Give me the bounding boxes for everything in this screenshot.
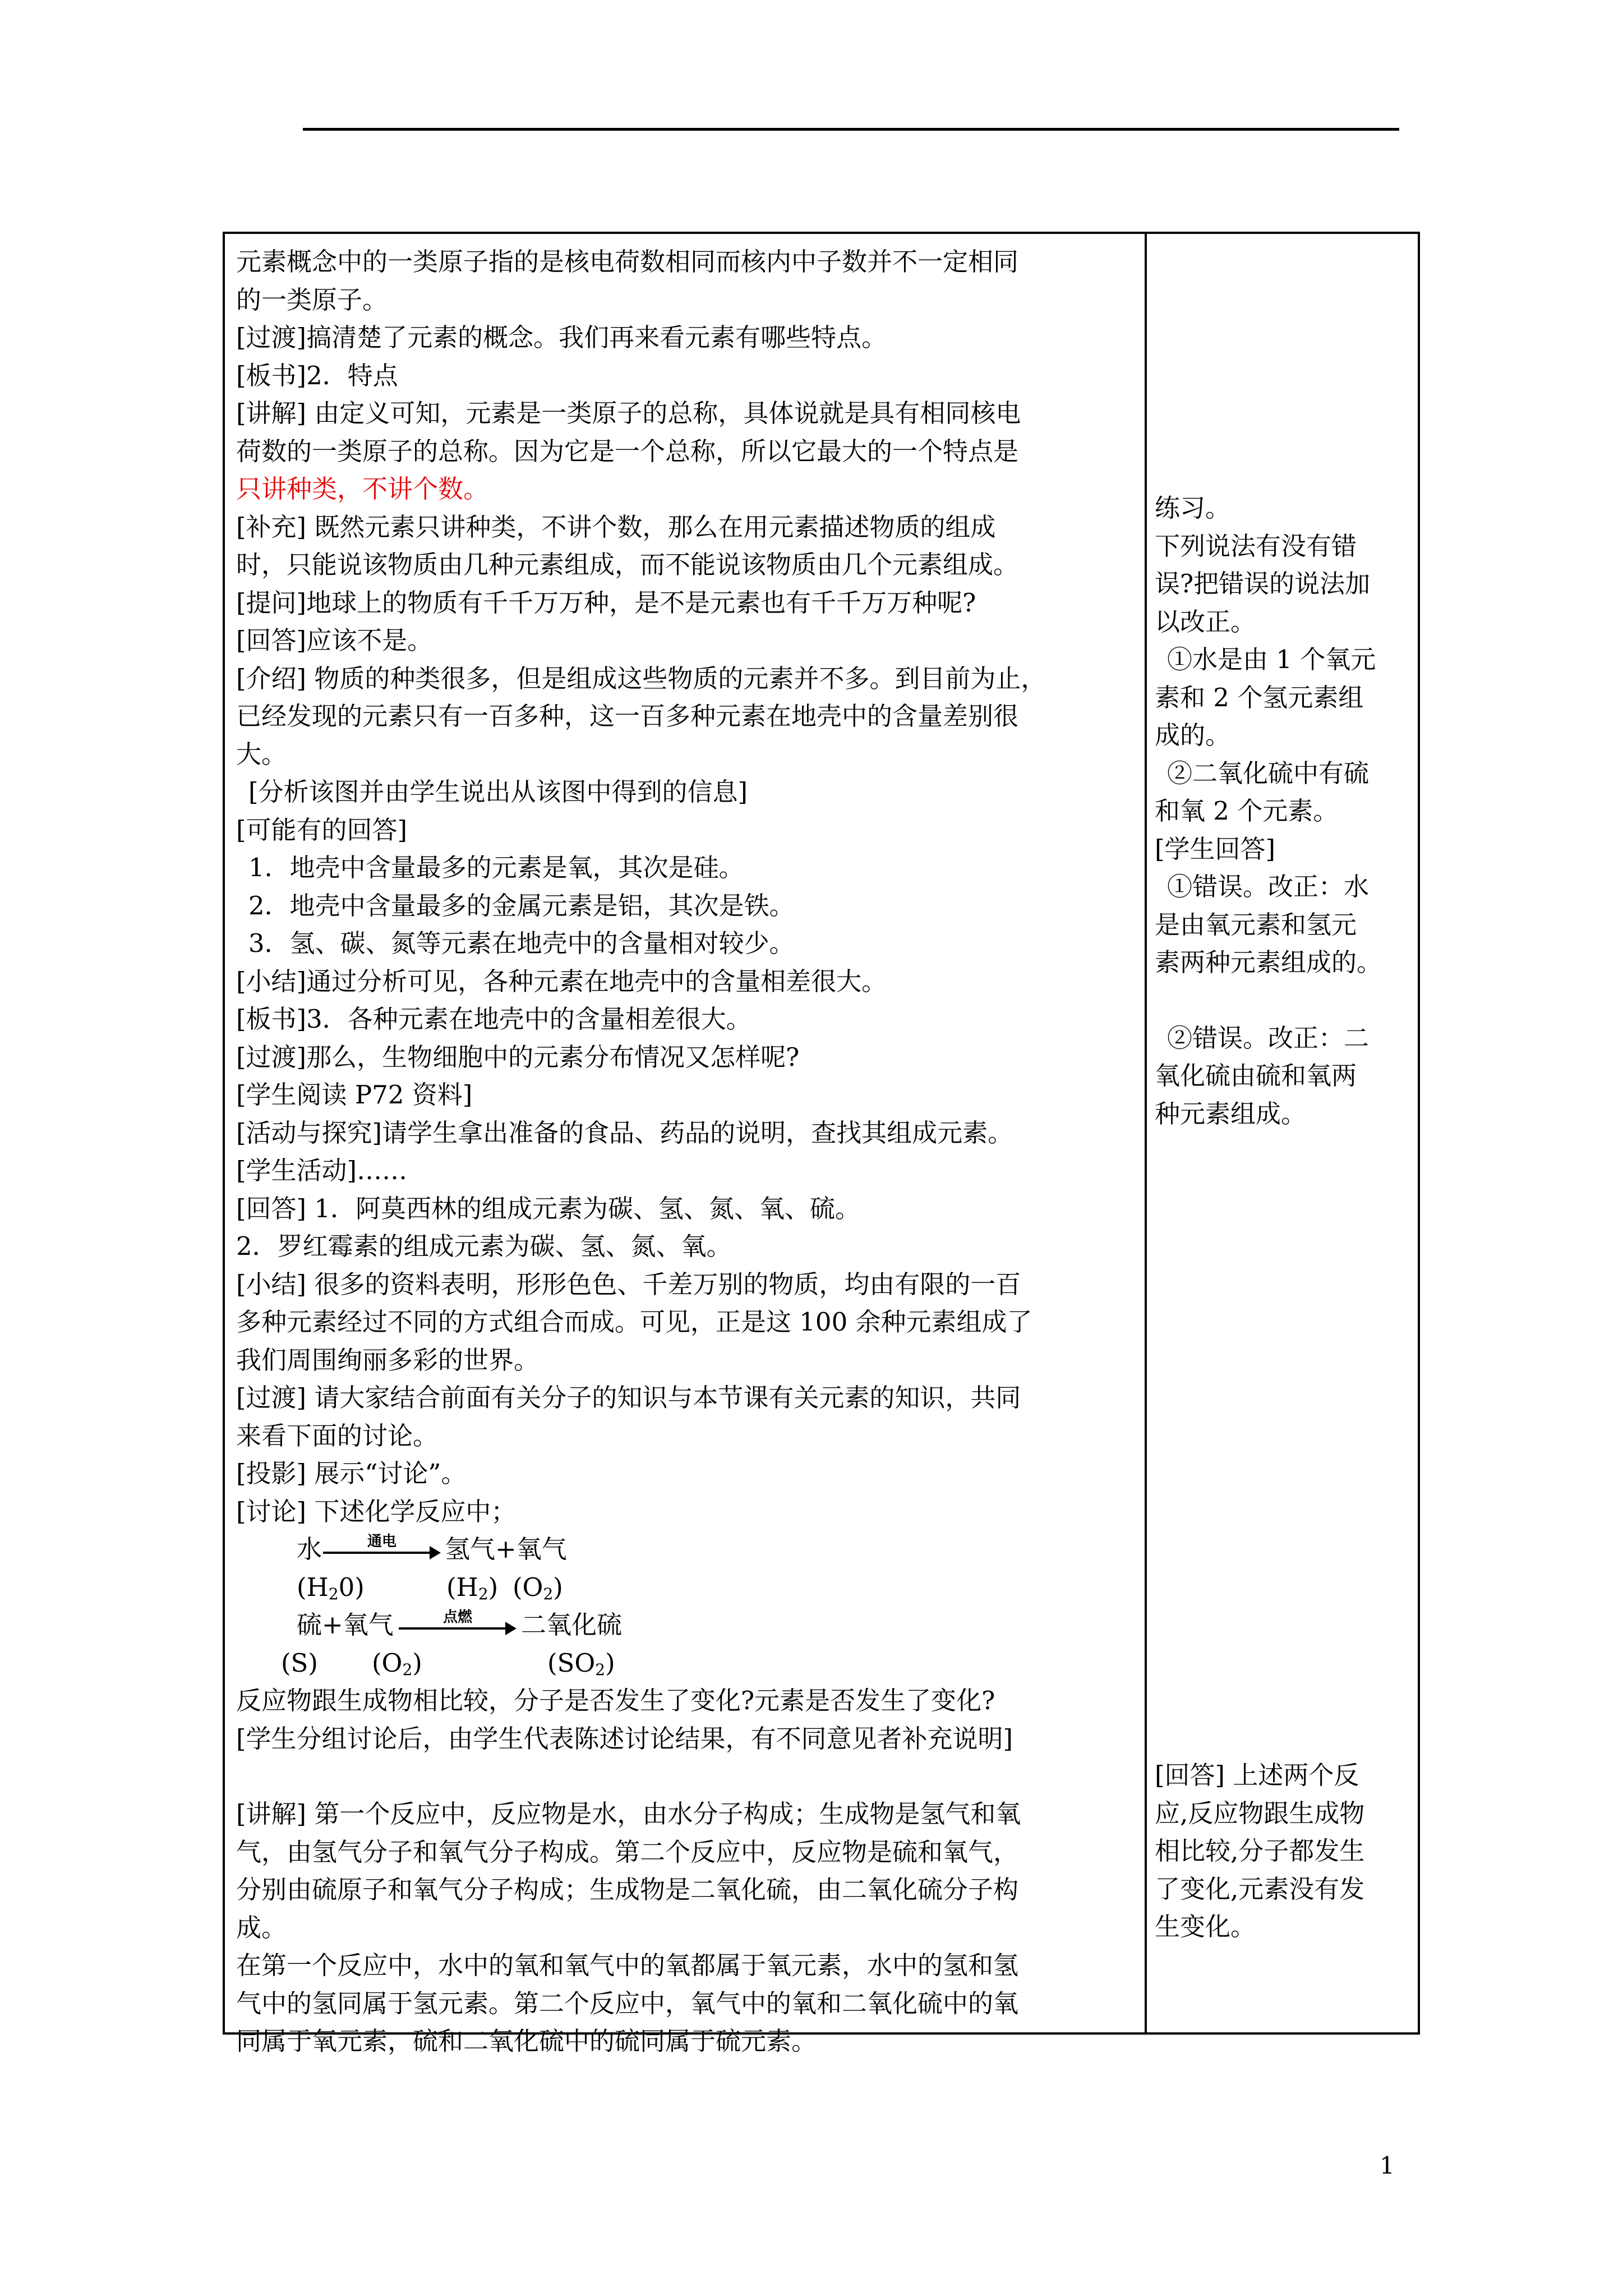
reaction-equation-electrolysis [236, 1530, 1133, 1568]
formula-row [236, 1644, 1133, 1682]
side-text-line: ②错误。改正：二 [1167, 1023, 1370, 1053]
side-text-line: ①水是由 1 个氧元 [1167, 645, 1376, 674]
text-line: 2．罗红霉素的组成元素为碳、氢、氮、氧。 [236, 1231, 732, 1261]
products-hydrogen-oxygen: 氢气+氧气 [445, 1534, 567, 1564]
side-text-line: ①错误。改正：水 [1167, 872, 1370, 901]
text-line: [讨论] 下述化学反应中； [236, 1496, 517, 1526]
list-item: 3．氢、碳、氮等元素在地壳中的含量相对较少。 [248, 928, 795, 958]
reaction-arrow [323, 1530, 441, 1568]
side-text-line: 相比较,分子都发生 [1155, 1836, 1365, 1866]
text-line: [补充] 既然元素只讲种类，不讲个数，那么在用元素描述物质的组成 [236, 512, 996, 542]
reaction-condition: 点燃 [442, 1609, 472, 1626]
text-line: [讲解] 由定义可知，元素是一类原子的总称，具体说就是具有相同核电 [236, 398, 1021, 428]
side-text-line: ②二氧化硫中有硫 [1167, 758, 1370, 788]
side-text-line: [学生回答] [1155, 834, 1276, 864]
page-number: 1 [1380, 2152, 1395, 2179]
side-text-line: 生变化。 [1155, 1912, 1256, 1941]
text-line: 荷数的一类原子的总称。因为它是一个总称，所以它最大的一个特点是 [236, 436, 1019, 466]
text-line: 来看下面的讨论。 [236, 1420, 439, 1451]
formula-hydrogen: $(H_2)$ [446, 1572, 499, 1603]
formula-row [236, 1568, 1133, 1607]
side-text-line: 练习。 [1155, 493, 1231, 523]
text-line: [回答]应该不是。 [236, 625, 433, 655]
column-divider [1145, 234, 1147, 2032]
text-line: [学生阅读 P72 资料] [236, 1080, 473, 1110]
text-line: [讲解] 第一个反应中，反应物是水，由水分子构成；生成物是氢气和氧 [236, 1799, 1021, 1829]
student-activity-column [1155, 489, 1415, 1133]
text-line: 气中的氢同属于氢元素。第二个反应中，氧气中的氧和二氧化硫中的氧 [236, 1988, 1019, 2018]
key-point-highlight: 只讲种类，不讲个数。 [236, 474, 489, 504]
header-rule [303, 128, 1399, 131]
text-line: 已经发现的元素只有一百多种，这一百多种元素在地壳中的含量差别很 [236, 701, 1019, 731]
text-line: 反应物跟生成物相比较，分子是否发生了变化?元素是否发生了变化? [236, 1686, 995, 1715]
side-text-line: 下列说法有没有错 [1155, 531, 1357, 561]
lesson-table [223, 232, 1420, 2056]
text-line: [提问]地球上的物质有千千万万种，是不是元素也有千千万万种呢? [236, 587, 976, 618]
side-text-line: 误?把错误的说法加 [1155, 569, 1371, 599]
text-line: 元素概念中的一类原子指的是核电荷数相同而核内中子数并不一定相同 [236, 247, 1019, 277]
text-line: [学生分组讨论后，由学生代表陈述讨论结果，有不同意见者补充说明] [236, 1723, 1013, 1754]
text-line: [小结] 很多的资料表明，形形色色、千差万别的物质，均由有限的一百 [236, 1269, 1021, 1299]
side-text-line: 种元素组成。 [1155, 1098, 1307, 1129]
text-line: 的一类原子。 [236, 284, 388, 315]
side-text-line: 以改正。 [1155, 606, 1256, 637]
formula-sulfur-dioxide: $(SO_2)$ [547, 1648, 615, 1679]
text-line: [过渡]那么，生物细胞中的元素分布情况又怎样呢? [236, 1042, 800, 1072]
reaction-equation-combustion [236, 1606, 1133, 1644]
side-text-line: 应,反应物跟生成物 [1155, 1798, 1365, 1828]
text-line: 大。 [236, 739, 287, 769]
formula-sulfur: (S) [281, 1648, 318, 1678]
side-text-line: 素和 2 个氢元素组 [1155, 682, 1364, 712]
reactants-sulfur-oxygen: 硫+氧气 [297, 1610, 394, 1640]
text-line: [可能有的回答] [236, 815, 408, 845]
side-text-line: [回答] 上述两个反 [1155, 1760, 1359, 1790]
list-item: 2．地壳中含量最多的金属元素是铝，其次是铁。 [248, 890, 795, 921]
side-text-line: 素两种元素组成的。 [1155, 947, 1382, 977]
formula-oxygen: $(O_2)$ [513, 1572, 563, 1603]
text-line: 成。 [236, 1912, 287, 1943]
text-line: [学生活动]…… [236, 1156, 408, 1185]
text-line: [小结]通过分析可见，各种元素在地壳中的含量相差很大。 [236, 966, 887, 996]
teaching-process-column [236, 243, 1133, 2060]
reactant-water: 水 [297, 1534, 322, 1564]
text-line: [回答] 1．阿莫西林的组成元素为碳、氢、氮、氧、硫。 [236, 1193, 861, 1223]
text-line: [板书]3．各种元素在地壳中的含量相差很大。 [236, 1004, 751, 1034]
list-item: 1．地壳中含量最多的元素是氧，其次是硅。 [248, 853, 744, 882]
side-text-line: 氧化硫由硫和氧两 [1155, 1061, 1357, 1091]
text-line: 我们周围绚丽多彩的世界。 [236, 1345, 540, 1375]
text-line: 气，由氢气分子和氧气分子构成。第二个反应中，反应物是硫和氧气， [236, 1837, 1019, 1867]
side-text-line: 了变化,元素没有发 [1155, 1874, 1365, 1904]
reaction-condition: 通电 [367, 1533, 396, 1550]
text-line: 多种元素经过不同的方式组合而成。可见，正是这 100 余种元素组成了 [236, 1307, 1032, 1337]
side-text-line: 是由氧元素和氢元 [1155, 909, 1357, 940]
text-line: 时，只能说该物质由几种元素组成，而不能说该物质由几个元素组成。 [236, 550, 1019, 579]
formula-oxygen: $(O_2)$ [372, 1648, 422, 1679]
text-line: [过渡] 请大家结合前面有关分子的知识与本节课有关元素的知识，共同 [236, 1383, 1021, 1412]
reaction-arrow [399, 1606, 517, 1644]
side-text-line: 和氧 2 个元素。 [1155, 796, 1339, 826]
text-line: [过渡]搞清楚了元素的概念。我们再来看元素有哪些特点。 [236, 323, 887, 352]
text-line: [分析该图并由学生说出从该图中得到的信息] [248, 777, 748, 807]
product-sulfur-dioxide: 二氧化硫 [521, 1610, 623, 1640]
text-line: [活动与探究]请学生拿出准备的食品、药品的说明，查找其组成元素。 [236, 1117, 1013, 1148]
text-line: 同属于氧元素，硫和二氧化硫中的硫同属于硫元素。 [236, 2026, 817, 2056]
text-line: [板书]2．特点 [236, 360, 398, 390]
text-line: [介绍] 物质的种类很多，但是组成这些物质的元素并不多。到目前为止， [236, 663, 1046, 693]
student-answer-block [1155, 1756, 1415, 1946]
text-line: 在第一个反应中，水中的氧和氧气中的氧都属于氧元素，水中的氢和氢 [236, 1950, 1019, 1980]
side-text-line: 成的。 [1155, 720, 1231, 750]
text-line: [投影] 展示“讨论”。 [236, 1458, 467, 1488]
text-line: 分别由硫原子和氧气分子构成；生成物是二氧化硫，由二氧化硫分子构 [236, 1875, 1019, 1904]
formula-water: $(H_20)$ [297, 1572, 365, 1603]
